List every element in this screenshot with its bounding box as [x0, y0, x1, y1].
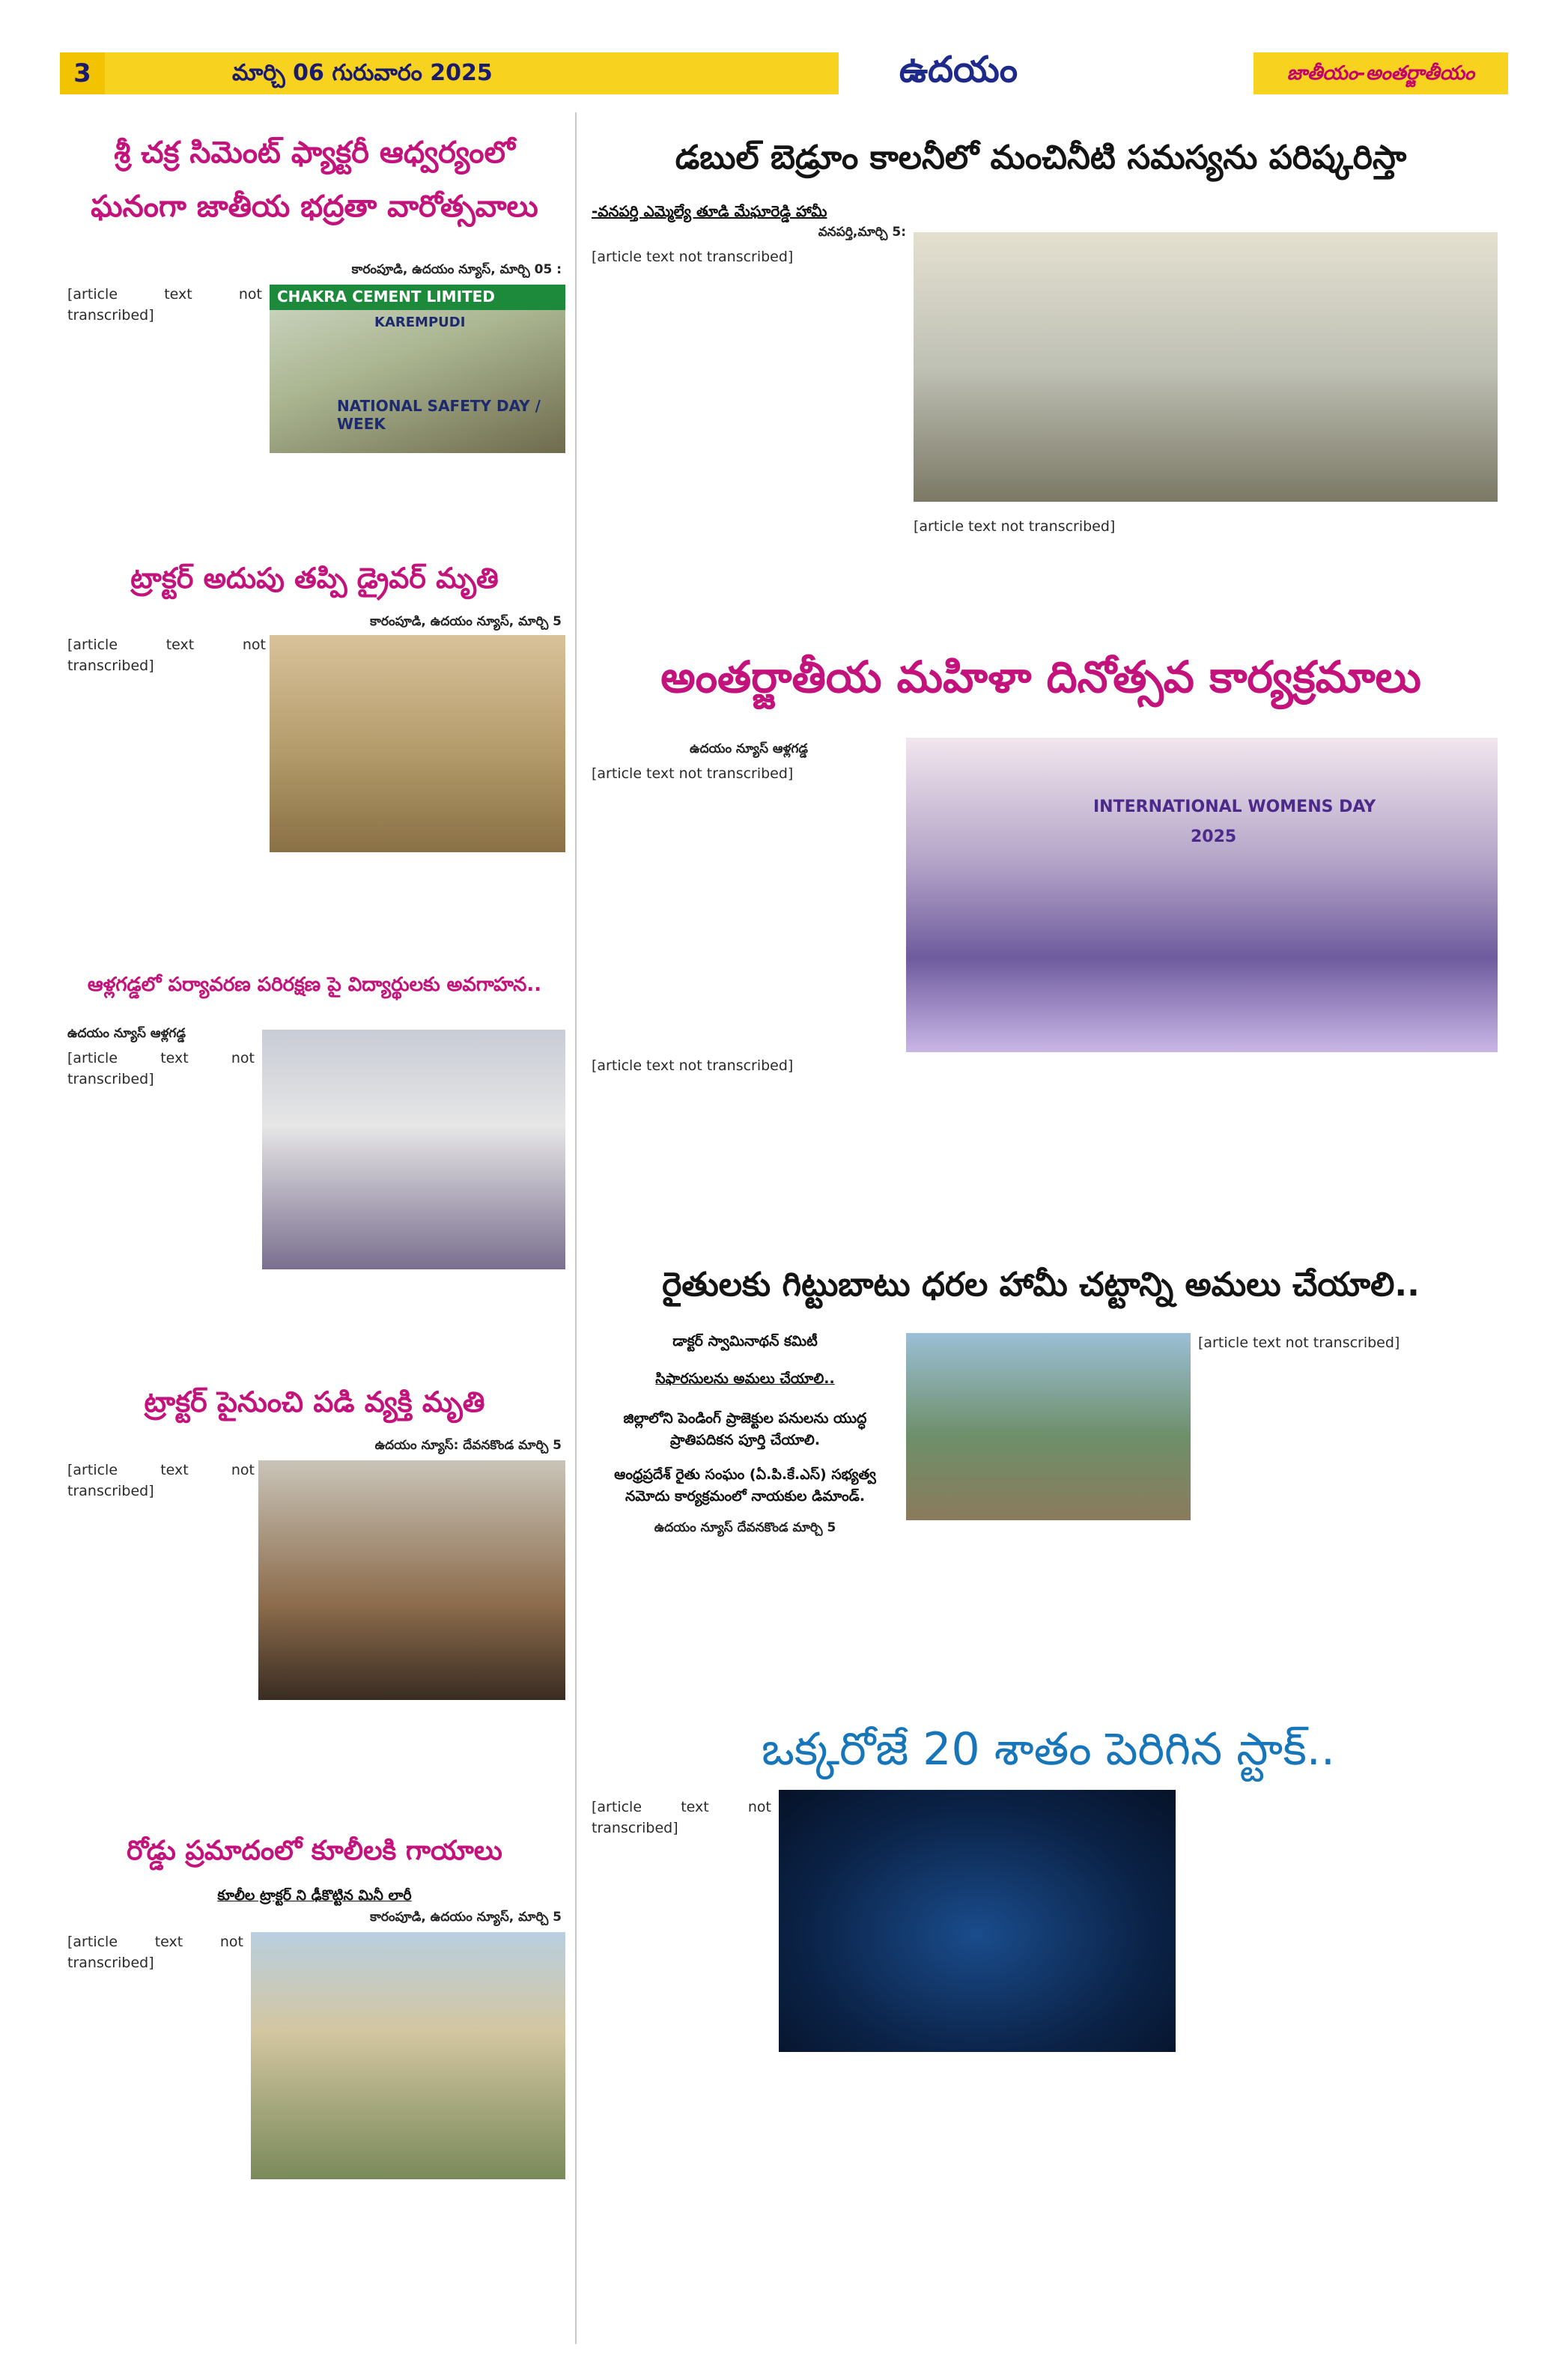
masthead — [60, 49, 1508, 94]
article-a1-photo — [270, 285, 565, 453]
article-b3-photo — [906, 1333, 1191, 1520]
article-b4-headline: ఒక్కరోజే 20 శాతం పెరిగిన స్టాక్.. — [762, 1723, 1335, 1776]
article-b1-headline: డబుల్ బెడ్రూం కాలనీలో మంచినీటి సమస్యను పరిష్కరిస్తా — [675, 139, 1407, 177]
article-a4-body: [article text not transcribed] — [67, 1462, 255, 1499]
article-b2-body-left: [article text not transcribed] — [592, 765, 794, 782]
article-b3-dateline: ఉదయం న్యూస్ దేవనకొండ మార్చి 5 — [654, 1520, 836, 1535]
article-b1-dateline: వనపర్తి,మార్చి 5: — [818, 225, 906, 240]
article-a5-photo — [251, 1932, 565, 2179]
article-a3-body: [article text not transcribed] — [67, 1050, 255, 1087]
article-b3-subhead-2: సిఫారసులను అమలు చేయాలి.. — [655, 1370, 835, 1387]
article-a3-photo — [262, 1030, 565, 1269]
article-b3-quote-1: జిల్లాలోని పెండింగ్ ప్రాజెక్టుల పనులను యుద్ధ ప్రాతిపదికన పూర్తి చేయాలి. — [623, 1410, 867, 1448]
article-a2-dateline: కారంపూడి, ఉదయం న్యూస్, మార్చి 5 — [370, 614, 562, 629]
article-a3-dateline: ఉదయం న్యూస్ ఆళ్లగడ్డ — [67, 1026, 186, 1041]
article-b2-body-bottom: [article text not transcribed] — [592, 1057, 794, 1074]
article-a4-photo — [258, 1460, 565, 1700]
date-line: మార్చి 06 గురువారం 2025 — [105, 52, 839, 94]
article-a5-dateline: కారంపూడి, ఉదయం న్యూస్, మార్చి 5 — [370, 1910, 562, 1925]
article-a1-body-cont — [67, 453, 565, 547]
article-a1-headline-1: శ్రీ చక్ర సిమెంట్ ఫ్యాక్టరీ ఆధ్వర్యంలో — [114, 136, 515, 170]
article-b2-dateline: ఉదయం న్యూస్ ఆళ్లగడ్డ — [690, 741, 808, 756]
article-a5-subhead: కూలీల ట్రాక్టర్ ని ఢీకొట్టిన మినీ లారీ — [217, 1887, 412, 1904]
article-b3-subhead-1: డాక్టర్ స్వామినాథన్ కమిటీ — [672, 1333, 818, 1350]
article-b3-headline: రైతులకు గిట్టుబాటు ధరల హామీ చట్టాన్ని అమలు చేయాలి.. — [662, 1266, 1420, 1304]
photo-banner-3: NATIONAL SAFETY DAY / WEEK — [337, 397, 541, 433]
article-a5-body: [article text not transcribed] — [67, 1934, 243, 1971]
article-b4-body: [article text not transcribed] — [592, 1799, 771, 1836]
article-a5-headline: రోడ్డు ప్రమాదంలో కూలీలకి గాయాలు — [127, 1836, 502, 1866]
section-label: జాతీయం-అంతర్జాతీయం — [1254, 52, 1508, 94]
article-a2-photo — [270, 635, 565, 852]
article-b3-body: [article text not transcribed] — [1198, 1335, 1400, 1351]
article-a4-headline: ట్రాక్టర్ పైనుంచి పడి వ్యక్తి మృతి — [144, 1385, 485, 1418]
article-b1-body-left: [article text not transcribed] — [592, 249, 794, 265]
photo-banner-1: CHAKRA CEMENT LIMITED — [277, 288, 495, 306]
logo-text: ఉదయం — [899, 49, 1018, 91]
article-b1-photo — [914, 232, 1498, 502]
article-b1-body-bottom: [article text not transcribed] — [914, 518, 1116, 535]
article-a4-dateline: ఉదయం న్యూస్: దేవనకొండ మార్చి 5 — [374, 1438, 562, 1453]
page-number: 3 — [60, 52, 105, 94]
article-a2-headline: ట్రాక్టర్ అదుపు తప్పి డ్రైవర్ మృతి — [130, 562, 499, 595]
column-divider — [575, 112, 577, 2344]
article-a1-headline-2: ఘనంగా జాతీయ భద్రతా వారోత్సవాలు — [91, 189, 538, 224]
article-b1-subhead: -వనపర్తి ఎమ్మెల్యే తూడి మేఘారెడ్డి హామీ — [592, 202, 827, 220]
article-b2-photo — [906, 738, 1498, 1052]
article-a1-dateline: కారంపూడి, ఉదయం న్యూస్, మార్చి 05 : — [351, 262, 562, 277]
article-a3-headline: ఆళ్లగడ్డలో పర్యావరణ పరిరక్షణ పై విద్యార్థులకు అవగాహన.. — [87, 974, 542, 996]
article-b2-headline: అంతర్జాతీయ మహిళా దినోత్సవ కార్యక్రమాలు — [660, 652, 1421, 702]
article-a1-body: [article text not transcribed] — [67, 286, 262, 324]
article-b3-quote-2: ఆంధ్రప్రదేశ్ రైతు సంఘం (ఏ.పి.కే.ఎస్) సభ్యత్వ నమోదు కార్యక్రమంలో నాయకుల డిమాండ్. — [614, 1466, 876, 1505]
article-b4-photo — [779, 1790, 1176, 2052]
photo-banner-2: KAREMPUDI — [374, 315, 466, 330]
photo-banner-year: 2025 — [1191, 828, 1237, 846]
photo-banner: INTERNATIONAL WOMENS DAY — [1093, 798, 1376, 816]
newspaper-logo — [846, 46, 1071, 100]
article-a2-body: [article text not transcribed] — [67, 637, 266, 674]
